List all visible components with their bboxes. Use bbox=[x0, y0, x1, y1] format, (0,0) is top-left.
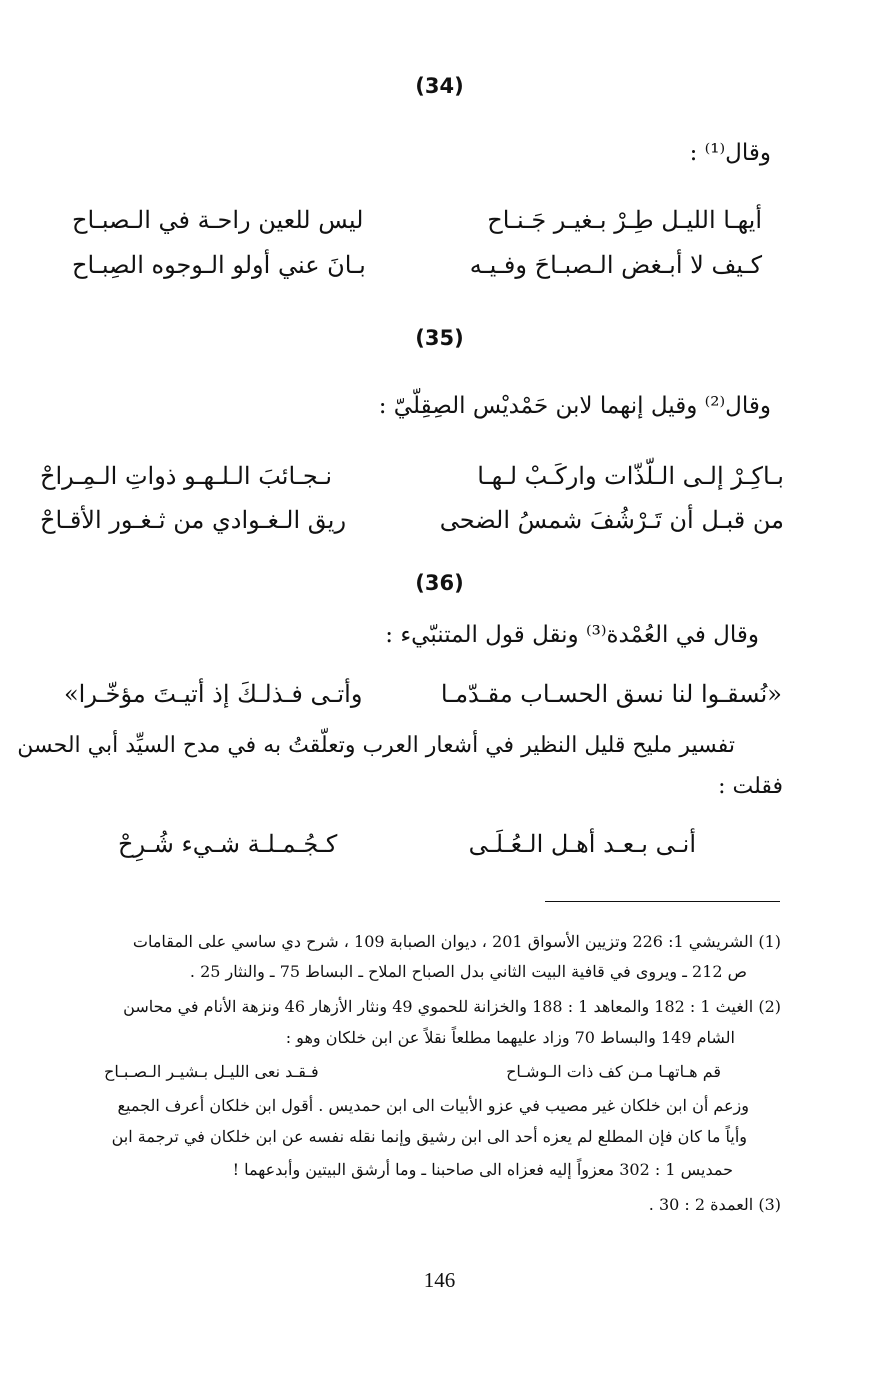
verse bbox=[72, 202, 762, 238]
footnote-1-line: (1) الشريشي 1: 226 وتزيين الأسواق 201 ، ديوان الصبابة 109 ، شرح دي ساسي على المقامات bbox=[132, 932, 781, 951]
quote-first-hemistich: «نُسقـوا لنا نسق الحسـاب مقـدّمـا bbox=[440, 680, 782, 708]
verse-second-hemistich: بـانَ عني أولو الـوجوه الصِبـاح bbox=[72, 251, 366, 279]
verse bbox=[40, 502, 784, 538]
footnote-separator bbox=[545, 901, 780, 902]
verse bbox=[72, 247, 762, 283]
poem-number-35: (35) bbox=[415, 326, 464, 350]
poem-number-34: (34) bbox=[415, 74, 464, 98]
footnote-2-line: وأياً ما كان فإن المطلع لم يعزه أحد الى ابن رشيق وإنما نقله نفسه عن ابن خلكان في ترجمة ابن bbox=[111, 1127, 747, 1146]
footnote-verse-first: قم هـاتهـا مـن كف ذات الـوشـاح bbox=[506, 1062, 721, 1081]
poem-intro-36: وقال في العُمْدة⁽³⁾ ونقل قول المتنبّيء : bbox=[385, 622, 759, 648]
verse-first-hemistich: بـاكِـرْ إلـى الـلّذّات واركَـبْ لـهـا bbox=[477, 462, 784, 490]
verse bbox=[40, 458, 784, 494]
footnote-2-line: وزعم أن ابن خلكان غير مصيب في عزو الأبيات الى ابن حمديس . أقول ابن خلكان أعرف الجميع bbox=[117, 1096, 749, 1115]
footnote-2-line: حمديس 1 : 302 معزواً إليه فعزاه الى صاحبنا ـ وما أرشق البيتين وأبدعهما ! bbox=[232, 1160, 733, 1179]
commentary-line: فقلت : bbox=[718, 774, 783, 799]
verse-second-hemistich: ريق الـغـوادي من ثـغـور الأقـاحْ bbox=[40, 506, 347, 534]
footnote-3-line: (3) العمدة 2 : 30 . bbox=[648, 1195, 781, 1214]
commentary-line: تفسير مليح قليل النظير في أشعار العرب وتعلّقتُ به في مدح السيِّد أبي الحسن bbox=[17, 733, 735, 758]
verse-second-hemistich: نـجـائبَ الـلـهـو ذواتِ الـمِـراحْ bbox=[40, 462, 333, 490]
footnote-2-line: (2) الغيث 1 : 182 والمعاهد 1 : 188 والخزانة للحموي 49 ونثار الأزهار 46 ونزهة الأنام في محاسن bbox=[123, 997, 781, 1016]
verse-second-hemistich: ليس للعين راحـة في الـصبـاح bbox=[72, 206, 364, 234]
verse-first-hemistich: أنـى بـعـد أهـل الـعُـلَـى bbox=[468, 830, 696, 858]
poem-number-36: (36) bbox=[415, 571, 464, 595]
footnote-2-line: الشام 149 والبساط 70 وزاد عليهما مطلعاً نقلاً عن ابن خلكان وهو : bbox=[285, 1028, 735, 1047]
page-number: 146 bbox=[423, 1268, 456, 1292]
verse bbox=[118, 826, 696, 862]
verse-first-hemistich: من قبـل أن تَـرْشُفَ شمسُ الضحى bbox=[439, 506, 784, 534]
quote-second-hemistich: وأتـى فـذلـكَ إذ أتيـتَ مؤخّـرا» bbox=[64, 680, 363, 708]
footnote-1-line: ص 212 ـ ويروى في قافية البيت الثاني بدل الصباح الملاح ـ البساط 75 ـ والنثار 25 . bbox=[189, 962, 747, 981]
quote-verse bbox=[64, 676, 782, 712]
verse-second-hemistich: كـجُـمـلـة شـيء شُـرِحْ bbox=[118, 830, 338, 858]
verse-first-hemistich: أيهـا الليـل طِـرْ بـغيـر جَـنـاح bbox=[487, 206, 762, 234]
footnote-verse-second: فـقـد نعى الليـل بـشيـر الـصـبـاح bbox=[104, 1062, 319, 1081]
verse-first-hemistich: كـيف لا أبـغض الـصبـاحَ وفـيـه bbox=[469, 251, 762, 279]
poem-intro-34: وقال⁽¹⁾ : bbox=[689, 140, 771, 166]
poem-intro-35: وقال⁽²⁾ وقيل إنهما لابن حَمْديْس الصِقِلّيّ : bbox=[378, 393, 771, 419]
